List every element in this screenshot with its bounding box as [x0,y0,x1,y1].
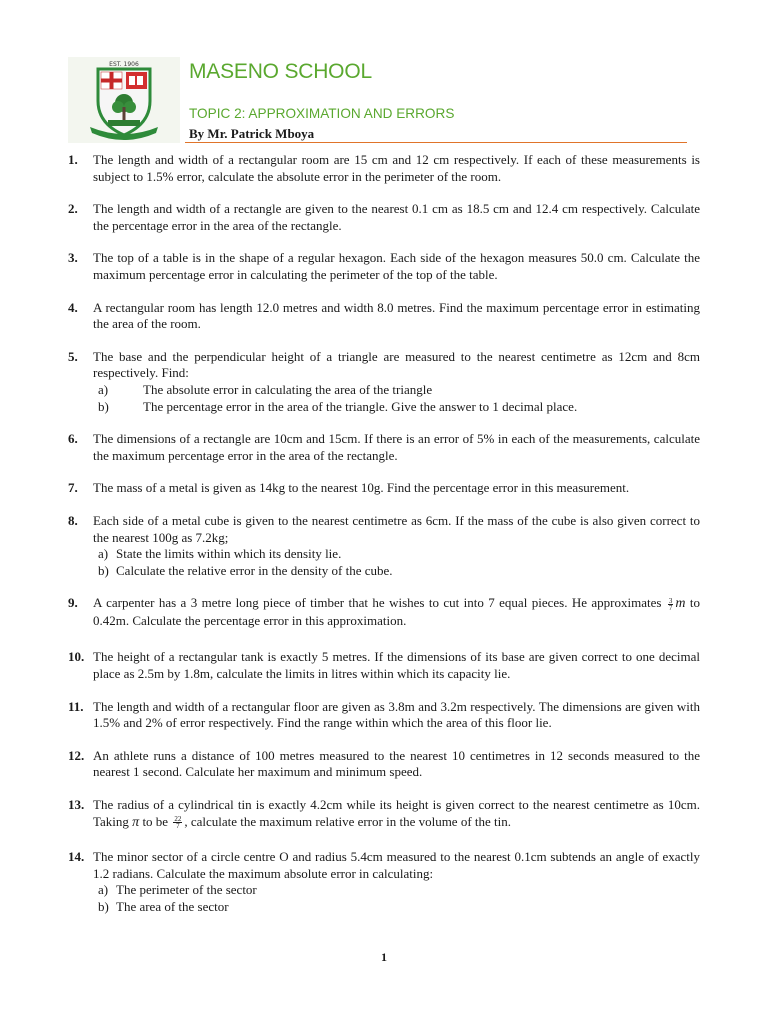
school-name: MASENO SCHOOL [189,60,372,83]
question-11 [68,699,700,732]
question-text-part: , calculate the maximum relative error in the volume of the tin. [184,813,512,829]
fraction-denominator: 7 [176,822,180,831]
sub-question [93,546,700,563]
fraction-denominator: 7 [668,603,673,612]
sub-question-text: The percentage error in the area of the triangle. Give the answer to 1 decimal place. [143,398,578,414]
question-text-part: The radius of a cylindrical tin is exactly 4.2cm while its height is given correct to the nearest centimetre as 10cm. Taking [93,797,700,829]
sub-question-text: State the limits within which its density lie. [116,546,342,562]
sub-question-text: The area of the sector [116,899,229,914]
question-8 [68,513,700,579]
question-10 [68,649,700,682]
header-divider [185,142,687,143]
school-crest-logo [68,57,180,143]
question-text: The height of a rectangular tank is exactly 5 metres. If the dimensions of its base are given correct to one decimal place as 2.5m by 1.8m, calculate the limits in litres within which its capacity lie. [93,649,700,682]
question-number: 5. [68,348,78,364]
sub-question [93,399,700,416]
question-number: 11. [68,698,84,714]
question-6 [68,431,700,464]
question-text [93,595,700,629]
question-number: 8. [68,512,78,528]
question-text: The length and width of a rectangular floor are given as 3.8m and 3.2m respectively. The dimensions are given with 1.5% and 2% of error respectively. Find the range within which the area of this floor lie. [93,698,700,731]
question-text [93,797,700,831]
sub-question-text: Calculate the relative error in the density of the cube. [116,562,393,578]
question-number: 3. [68,250,78,266]
sub-question-label: a) [98,546,109,562]
question-number: 6. [68,431,78,447]
topic-title: TOPIC 2: APPROXIMATION AND ERRORS [189,106,455,121]
question-text: The top of a table is in the shape of a regular hexagon. Each side of the hexagon measures 50.0 cm. Calculate the maximum percentage error in calculating the perimeter of the top of the table. [93,250,700,282]
question-text-part: to 0.42m. Calculate the percentage error in this approximation. [93,595,700,628]
question-number: 12. [68,747,85,763]
question-text: The dimensions of a rectangle are 10cm and 15cm. If there is an error of 5% in each of the measurements, calculate the maximum percentage error in the area of the rectangle. [93,431,700,463]
question-text: The minor sector of a circle centre O and radius 5.4cm measured to the nearest 0.1cm subtends an angle of exactly 1.2 radians. Calculate the maximum absolute error in calculating: [93,849,700,881]
question-9 [68,595,700,629]
question-text: The base and the perpendicular height of a triangle are measured to the nearest centimetre as 12cm and 8cm respectively. Find: [93,348,700,381]
question-1 [68,152,700,185]
sub-question [93,382,700,399]
fraction-numerator: 3 [668,596,673,605]
question-5 [68,349,700,415]
sub-question-label: b) [98,398,109,414]
question-number: 9. [68,595,78,611]
sub-question-text: The perimeter of the sector [116,882,257,898]
question-4 [68,300,700,333]
question-number: 13. [68,797,85,813]
sub-question [93,882,700,899]
question-number: 14. [68,849,85,865]
question-text: The length and width of a rectangle are given to the nearest 0.1 cm as 18.5 cm and 12.4 cm respectively. Calculate the percentage error in the area of the rectangle. [93,201,700,233]
sub-question-text: The absolute error in calculating the area of the triangle [143,381,433,397]
sub-question [93,899,700,916]
question-list [68,152,700,916]
question-text: The length and width of a rectangular room are 15 cm and 12 cm respectively. If each of these measurements is subject to 1.5% error, calculate the absolute error in the perimeter of the room. [93,152,700,184]
question-text: An athlete runs a distance of 100 metres measured to the nearest 10 centimetres in 12 seconds measured to the nearest 1 second. Calculate her maximum and minimum speed. [93,747,700,780]
sub-question-label: a) [98,882,109,898]
fraction [668,598,674,611]
question-number: 4. [68,299,78,315]
question-number: 10. [68,649,85,665]
sub-question-label: b) [98,899,109,914]
question-text: Each side of a metal cube is given to the nearest centimetre as 6cm. If the mass of the cube is also given correct to the nearest 100g as 7.2kg; [93,512,700,545]
question-text: The mass of a metal is given as 14kg to the nearest 10g. Find the percentage error in this measurement. [93,480,630,496]
question-3 [68,250,700,283]
math-variable: π [132,814,140,830]
question-2 [68,201,700,234]
fraction [173,816,182,829]
sub-question-label: b) [98,562,109,578]
question-12 [68,748,700,781]
page-number: 1 [381,950,387,964]
math-variable: m [675,596,686,612]
sub-question-label: a) [98,381,109,397]
crest-year-text: EST. 1906 [109,61,139,68]
question-14 [68,849,700,915]
question-number: 1. [68,152,78,167]
question-number: 7. [68,480,78,496]
question-7 [68,480,700,497]
question-13 [68,797,700,831]
question-text: A rectangular room has length 12.0 metres and width 8.0 metres. Find the maximum percentage error in estimating the area of the room. [93,299,700,332]
question-text-part: A carpenter has a 3 metre long piece of timber that he wishes to cut into 7 equal pieces. He approximates [93,595,662,611]
author-line: By Mr. Patrick Mboya [189,126,315,141]
fraction-numerator: 22 [174,815,182,824]
question-text-part: to be [142,813,169,829]
question-number: 2. [68,201,78,217]
sub-question [93,563,700,580]
